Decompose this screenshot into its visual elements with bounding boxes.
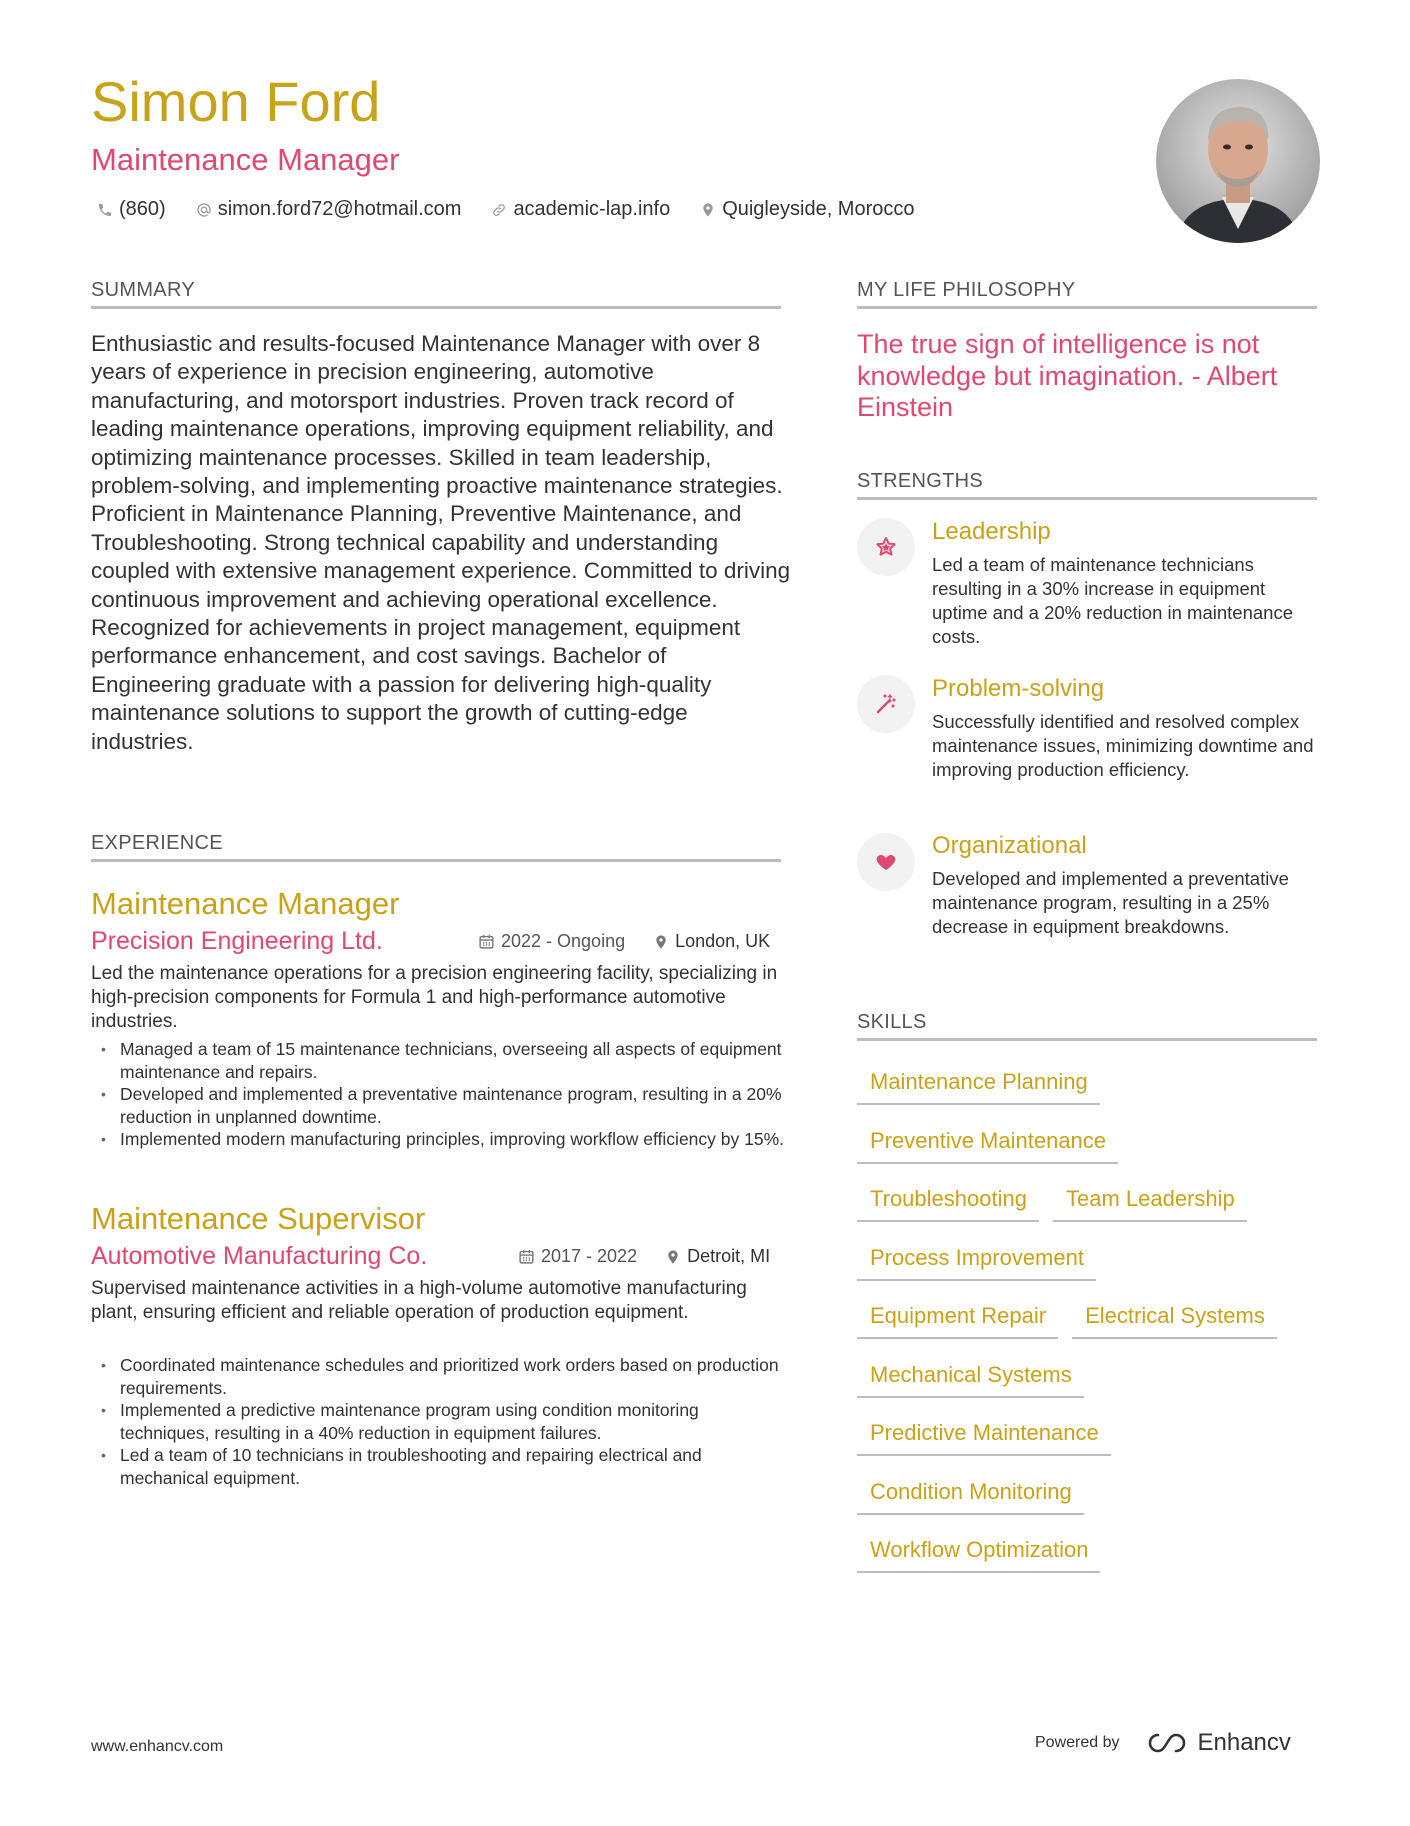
strengths-heading: STRENGTHS — [857, 470, 1317, 500]
job-bullet: • Coordinated maintenance schedules and prioritized work orders based on production requirements. — [91, 1354, 791, 1399]
skill-tag: Equipment Repair — [857, 1292, 1058, 1339]
job-description: Led the maintenance operations for a precision engineering facility, specializing in high-precision components for Formula 1 and high-performance automotive industries. — [91, 963, 778, 1032]
strength-icon-wrap — [857, 833, 915, 891]
at-icon — [196, 202, 212, 218]
job-bullets — [91, 1038, 791, 1151]
profile-photo — [1156, 79, 1320, 243]
philosophy-heading: MY LIFE PHILOSOPHY — [857, 279, 1317, 309]
job-bullet: • Implemented modern manufacturing principles, improving workflow efficiency by 15%. — [91, 1128, 791, 1151]
contact-bar — [97, 198, 915, 221]
powered-by-text: Powered by — [1035, 1734, 1120, 1751]
skill-row — [857, 1468, 1327, 1527]
strength-icon-wrap — [857, 518, 915, 576]
job-company: Automotive Manufacturing Co. — [91, 1242, 428, 1270]
job-location-text: Detroit, MI — [687, 1246, 771, 1266]
phone-icon — [97, 202, 113, 218]
skill-tag: Process Improvement — [857, 1234, 1096, 1281]
job-bullets — [91, 1354, 791, 1489]
skill-row — [857, 1526, 1327, 1585]
job-dates — [478, 931, 625, 952]
enhancv-logo-icon — [1144, 1731, 1190, 1755]
skill-tag: Troubleshooting — [857, 1175, 1039, 1222]
job-dates-text: 2022 - Ongoing — [501, 931, 626, 951]
strength-description: Developed and implemented a preventative maintenance program, resulting in a 25% decrease in equipment breakdowns. — [932, 868, 1289, 937]
job-meta — [478, 931, 770, 952]
summary-heading: SUMMARY — [91, 279, 781, 309]
footer-website[interactable]: www.enhancv.com — [91, 1738, 224, 1755]
footer-branding — [1035, 1729, 1291, 1757]
summary-text: Enthusiastic and results-focused Maintenance Manager with over 8 years of experience in precision engineering, automotive manufacturing, and motorsport industries. Proven track record of leading maintenance operations, improving equipment reliability, and optimizing maintenance processes. Skilled in team leadership, problem-solving, and implementing proactive maintenance strategies. Proficient in Maintenance Planning, Preventive Maintenance, and Troubleshooting. Strong technical capability and understanding coupled with extensive management experience. Committed to driving continuous improvement and achieving operational excellence. Recognized for achievements in project management, equipment performance enhancement, and cost savings. Bachelor of Engineering graduate with a passion for delivering high-quality maintenance solutions to support the growth of cutting-edge industries. — [91, 331, 791, 754]
job-dates-text: 2017 - 2022 — [541, 1246, 638, 1266]
skill-tag: Electrical Systems — [1072, 1292, 1277, 1339]
experience-heading: EXPERIENCE — [91, 832, 781, 862]
candidate-name: Simon Ford — [91, 70, 381, 133]
strength-title: Organizational — [932, 832, 1087, 859]
skill-row — [857, 1058, 1327, 1117]
candidate-title: Maintenance Manager — [91, 142, 400, 177]
contact-website[interactable] — [491, 198, 670, 221]
job-dates — [518, 1246, 637, 1267]
map-pin-icon — [653, 934, 669, 950]
skills-list — [857, 1058, 1327, 1585]
job-bullet: • Led a team of 10 technicians in troubleshooting and repairing electrical and mechanical equipment. — [91, 1444, 791, 1489]
skill-row — [857, 1234, 1327, 1293]
job-bullet: • Developed and implemented a preventative maintenance program, resulting in a 20% reduction in unplanned downtime. — [91, 1083, 791, 1128]
skill-row — [857, 1351, 1327, 1410]
link-icon — [491, 202, 507, 218]
strength-icon-wrap — [857, 675, 915, 733]
job-description: Supervised maintenance activities in a high-volume automotive manufacturing plant, ensuring efficient and reliable operation of production equipment. — [91, 1278, 747, 1323]
strength-description: Successfully identified and resolved complex maintenance issues, minimizing downtime and improving production efficiency. — [932, 711, 1314, 780]
job-title: Maintenance Manager — [91, 886, 400, 921]
job-location-text: London, UK — [675, 931, 771, 951]
skill-row — [857, 1409, 1327, 1468]
skill-tag: Maintenance Planning — [857, 1058, 1100, 1105]
job-location — [665, 1246, 770, 1267]
skill-row — [857, 1175, 1327, 1234]
skill-tag: Preventive Maintenance — [857, 1117, 1118, 1164]
contact-phone — [97, 198, 166, 221]
email-text: simon.ford72@hotmail.com — [217, 198, 462, 220]
skill-tag: Team Leadership — [1053, 1175, 1247, 1222]
map-pin-icon — [700, 202, 716, 218]
skills-heading: SKILLS — [857, 1011, 1317, 1041]
phone-text: (860) — [119, 198, 166, 220]
job-company: Precision Engineering Ltd. — [91, 927, 383, 955]
brand-logo[interactable] — [1144, 1729, 1291, 1757]
location-text: Quigleyside, Morocco — [722, 198, 915, 220]
star-icon — [874, 535, 898, 559]
website-text: academic-lap.info — [513, 198, 671, 220]
job-bullet: • Managed a team of 15 maintenance technicians, overseeing all aspects of equipment maintenance and repairs. — [91, 1038, 791, 1083]
skill-tag: Workflow Optimization — [857, 1526, 1100, 1573]
contact-location — [700, 198, 914, 221]
strength-title: Leadership — [932, 518, 1051, 545]
contact-email[interactable] — [196, 198, 462, 221]
magic-wand-icon — [874, 692, 898, 716]
job-bullet: • Implemented a predictive maintenance program using condition monitoring techniques, resulting in a 40% reduction in equipment failures. — [91, 1399, 791, 1444]
strength-description: Led a team of maintenance technicians resulting in a 30% increase in equipment uptime and a 20% reduction in maintenance costs. — [932, 554, 1293, 647]
brand-name: Enhancv — [1197, 1729, 1291, 1756]
calendar-icon — [518, 1248, 535, 1265]
job-meta — [518, 1246, 770, 1267]
calendar-icon — [478, 933, 495, 950]
strength-title: Problem-solving — [932, 675, 1105, 702]
job-title: Maintenance Supervisor — [91, 1201, 426, 1236]
skill-row — [857, 1292, 1327, 1351]
skill-row — [857, 1117, 1327, 1176]
skill-tag: Mechanical Systems — [857, 1351, 1084, 1398]
heart-icon — [874, 850, 898, 874]
job-location — [653, 931, 770, 952]
philosophy-quote: The true sign of intelligence is not knowledge but imagination. - Albert Einstein — [857, 329, 1278, 422]
skill-tag: Condition Monitoring — [857, 1468, 1084, 1515]
skill-tag: Predictive Maintenance — [857, 1409, 1111, 1456]
map-pin-icon — [665, 1249, 681, 1265]
